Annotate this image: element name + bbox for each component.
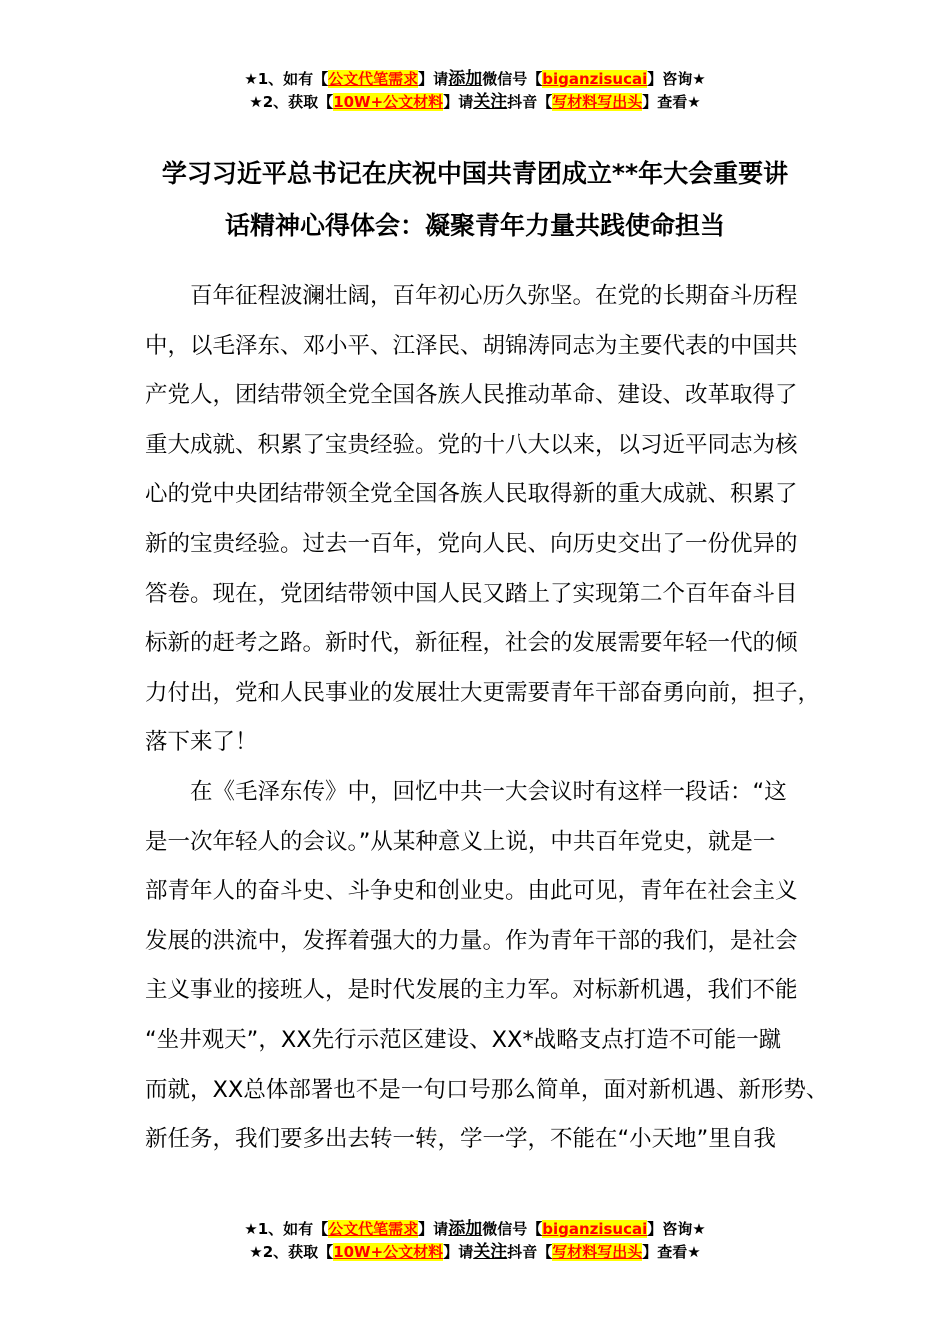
underlined-add: 添加 (448, 1219, 483, 1239)
body-line: 落下来了！ (145, 729, 258, 756)
banner-text: 】请 (418, 70, 449, 88)
document-body (145, 272, 829, 1165)
banner-text: 微信号【 (482, 70, 543, 88)
highlight-douyin: 写材料写出头 (552, 1243, 643, 1261)
body-line: 新任务，我们要多出去转一转，学一学，不能在“小天地”里自我 (145, 1126, 776, 1153)
banner-text: ★1、如有【 (244, 1220, 329, 1238)
underlined-follow: 关注 (473, 92, 508, 112)
highlight-service: 公文代笔需求 (328, 1220, 419, 1238)
body-line: 答卷。现在，党团结带领中国人民又踏上了实现第二个百年奋斗目 (145, 580, 798, 607)
body-line: 心的党中央团结带领全党全国各族人民取得新的重大成就、积累了 (145, 481, 798, 508)
body-line: 标新的赶考之路。新时代，新征程，社会的发展需要年轻一代的倾 (145, 630, 798, 657)
body-line: “坐井观天”，XX先行示范区建设、XX*战略支点打造不可能一蹴 (145, 1026, 782, 1053)
banner-line-2 (0, 91, 950, 114)
body-line: 新的宝贵经验。过去一百年，党向人民、向历史交出了一份优异的 (145, 530, 798, 557)
banner-line-2 (0, 1241, 950, 1264)
body-line: 主义事业的接班人，是时代发展的主力军。对标新机遇，我们不能 (145, 977, 798, 1004)
body-line: 发展的洪流中，发挥着强大的力量。作为青年干部的我们，是社会 (145, 927, 798, 954)
banner-line-1 (0, 68, 950, 91)
banner-line-1 (0, 1218, 950, 1241)
banner-text: 】请 (418, 1220, 449, 1238)
body-line: 是一次年轻人的会议。”从某种意义上说，中共百年党史，就是一 (145, 828, 776, 855)
banner-text: 】查看★ (642, 1243, 701, 1261)
banner-text: 抖音【 (507, 93, 553, 111)
title-line-2: 话精神心得体会：凝聚青年力量共践使命担当 (224, 211, 725, 240)
header-banner (0, 68, 950, 114)
body-line: 百年征程波澜壮阔，百年初心历久弥坚。在党的长期奋斗历程 (145, 283, 798, 309)
banner-text: 】请 (443, 93, 474, 111)
body-line: 中，以毛泽东、邓小平、江泽民、胡锦涛同志为主要代表的中国共 (145, 332, 798, 359)
body-line: 而就，XX总体部署也不是一句口号那么简单，面对新机遇、新形势、 (145, 1076, 829, 1103)
highlight-wechat-id: biganzisucai (542, 1220, 648, 1238)
highlight-materials: 10W+公文材料 (333, 1243, 444, 1261)
body-line: 部青年人的奋斗史、斗争史和创业史。由此可见，青年在社会主义 (145, 878, 798, 905)
body-line: 重大成就、积累了宝贵经验。党的十八大以来，以习近平同志为核 (145, 431, 798, 458)
banner-text: 微信号【 (482, 1220, 543, 1238)
banner-text: 】咨询★ (647, 1220, 706, 1238)
highlight-douyin: 写材料写出头 (552, 93, 643, 111)
banner-text: ★2、获取【 (249, 93, 334, 111)
banner-text: 】请 (443, 1243, 474, 1261)
banner-text: 抖音【 (507, 1243, 553, 1261)
body-line: 在《毛泽东传》中，回忆中共一大会议时有这样一段话：“这 (145, 778, 787, 805)
document-title (0, 148, 950, 252)
banner-text: 】查看★ (642, 93, 701, 111)
highlight-materials: 10W+公文材料 (333, 93, 444, 111)
highlight-wechat-id: biganzisucai (542, 70, 648, 88)
banner-text: 】咨询★ (647, 70, 706, 88)
body-line: 产党人，团结带领全党全国各族人民推动革命、建设、改革取得了 (145, 382, 798, 409)
highlight-service: 公文代笔需求 (328, 70, 419, 88)
title-line-1: 学习习近平总书记在庆祝中国共青团成立**年大会重要讲 (161, 159, 789, 188)
underlined-follow: 关注 (473, 1242, 508, 1262)
banner-text: ★1、如有【 (244, 70, 329, 88)
body-line: 力付出，党和人民事业的发展壮大更需要青年干部奋勇向前，担子， (145, 679, 821, 706)
banner-text: ★2、获取【 (249, 1243, 334, 1261)
footer-banner (0, 1218, 950, 1264)
underlined-add: 添加 (448, 69, 483, 89)
